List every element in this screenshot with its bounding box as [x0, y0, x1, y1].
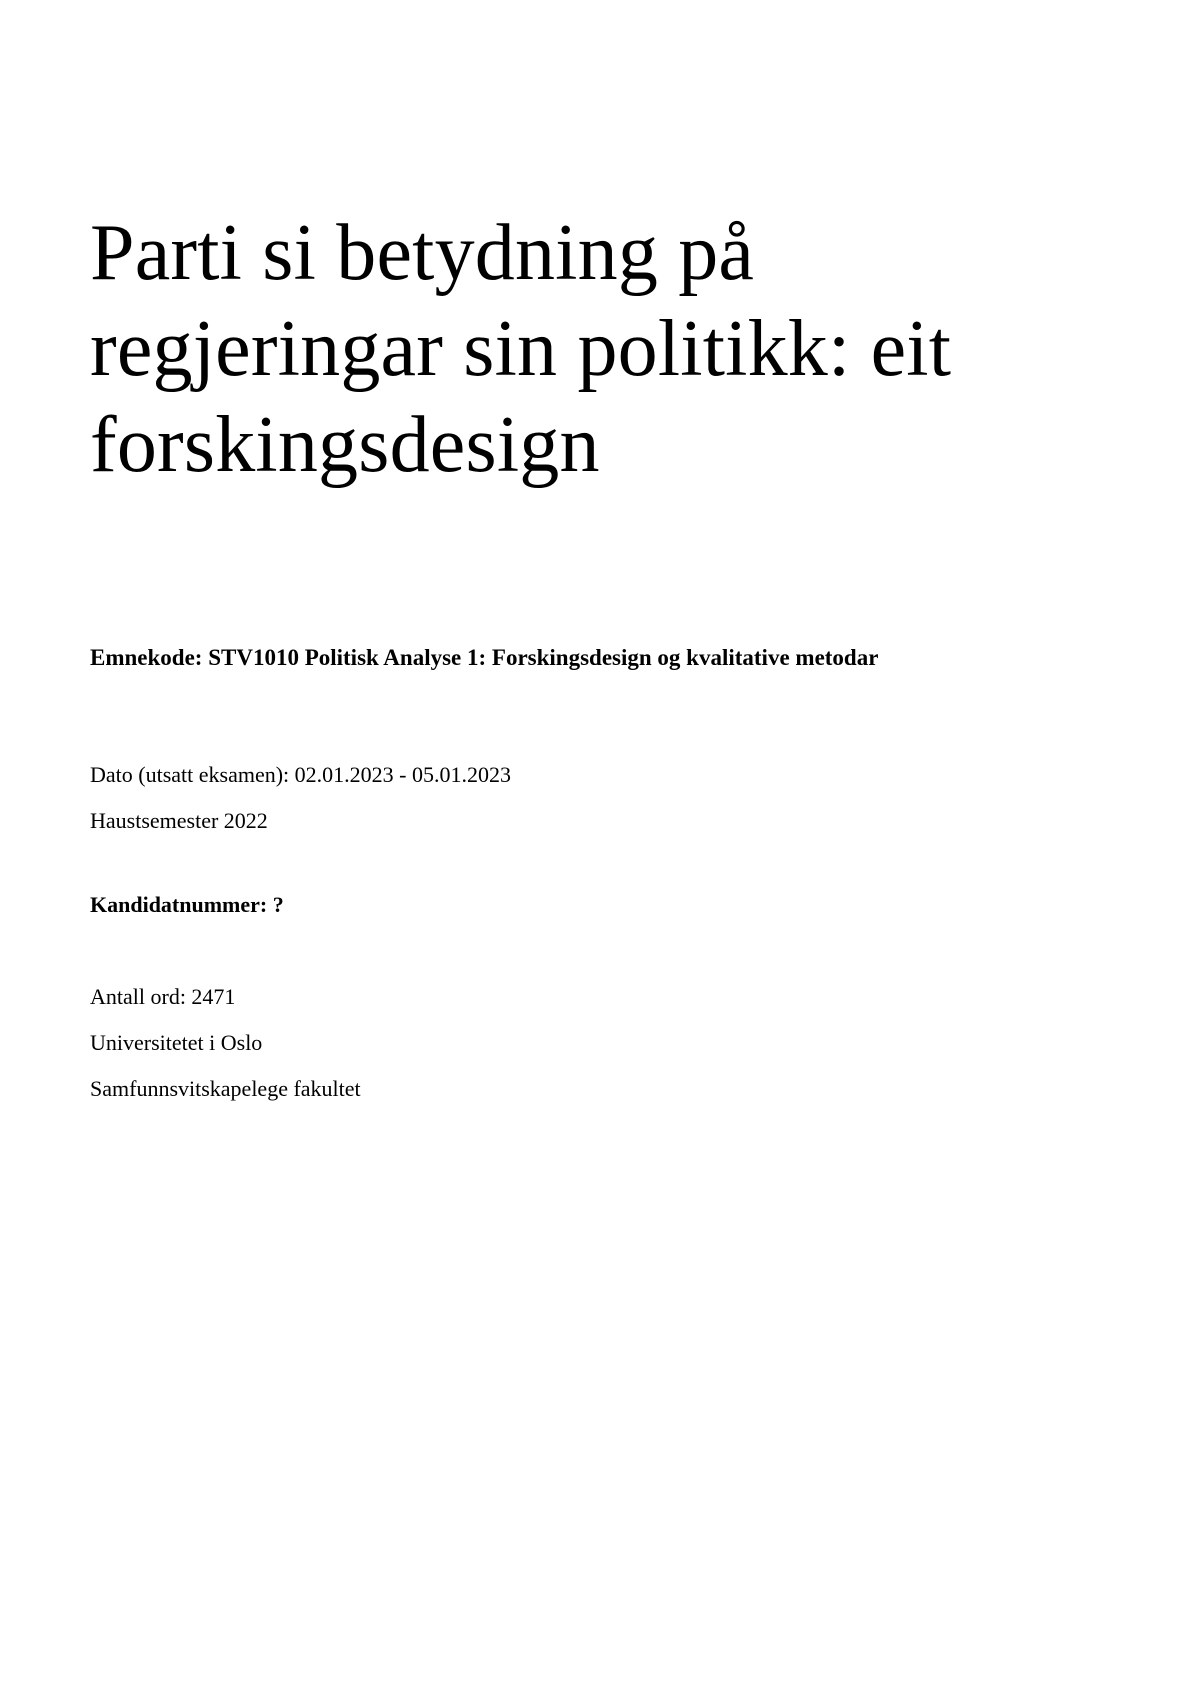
title-line-1: Parti si betydning på — [90, 209, 755, 297]
word-count: Antall ord: 2471 — [90, 984, 236, 1009]
title-line-3: forskingsdesign — [90, 401, 600, 489]
semester: Haustsemester 2022 — [90, 808, 268, 833]
exam-date: Dato (utsatt eksamen): 02.01.2023 - 05.01.2023 — [90, 762, 511, 787]
title-line-2: regjeringar sin politikk: eit — [90, 305, 952, 393]
candidate-number: Kandidatnummer: ? — [90, 892, 284, 917]
document-title — [90, 205, 1130, 493]
university: Universitetet i Oslo — [90, 1030, 263, 1055]
course-code: Emnekode: STV1010 Politisk Analyse 1: Forskingsdesign og kvalitative metodar — [90, 645, 879, 670]
faculty: Samfunnsvitskapelege fakultet — [90, 1076, 361, 1101]
